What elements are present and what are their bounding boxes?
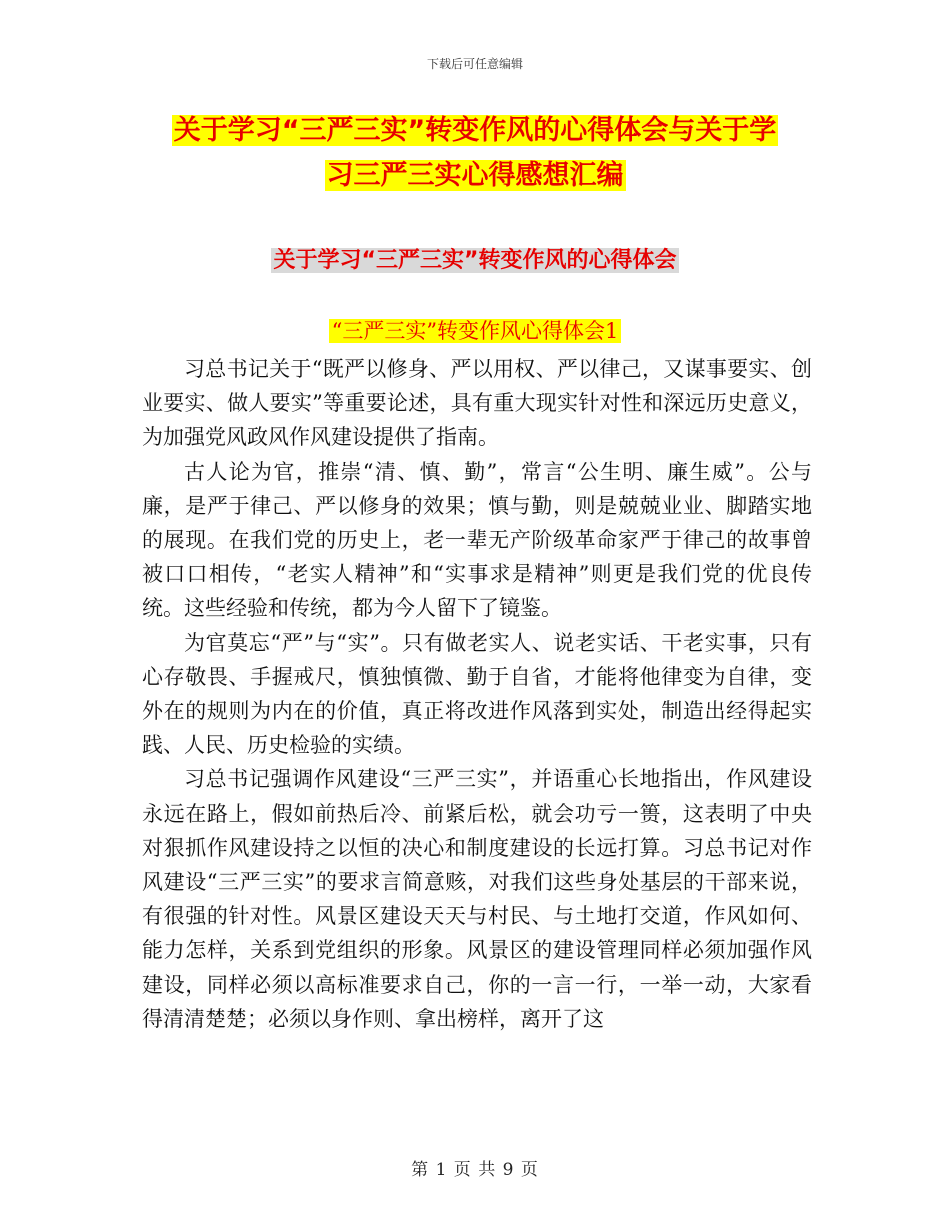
page-header-note: 下载后可任意编辑 [426,57,523,71]
paragraph: 古人论为官，推崇“清、慎、勤”，常言“公生明、廉生威”。公与廉，是严于律己、严以修身的效果；慎与勤，则是兢兢业业、脚踏实地的展现。在我们党的历史上，老一辈无产阶级革命家严于律己的故事曾被口口相传，“老实人精神”和“实事求是精神”则更是我们党的优良传统。这些经验和传统，都为今人留下了镜鉴。 [142,459,812,621]
section-heading [0,316,950,346]
document-title-line-2 [0,158,950,194]
title-highlight-2: 习三严三实心得感想汇编 [326,160,624,191]
title-highlight-1: 关于学习“三严三实”转变作风的心得体会与关于学 [173,115,777,146]
paragraph: 习总书记关于“既严以修身、严以用权、严以律己，又谋事要实、创业要实、做人要实”等重要论述，具有重大现实针对性和深远历史意义，为加强党风政风作风建设提供了指南。 [142,357,812,450]
document-subtitle [0,245,950,277]
body-text [142,352,812,1036]
subtitle-shading: 关于学习“三严三实”转变作风的心得体会 [271,248,680,273]
page-footer-number: 第 1 页 共 9 页 [411,1160,539,1180]
document-title-line-1 [0,113,950,149]
section-heading-highlight: “三严三实”转变作风心得体会1 [329,319,622,343]
paragraph: 习总书记强调作风建设“三严三实”，并语重心长地指出，作风建设永远在路上，假如前热后冷、前紧后松，就会功亏一篑，这表明了中央对狠抓作风建设持之以恒的决心和制度建设的长远打算。习总书记对作风建设“三严三实”的要求言简意赅，对我们这些身处基层的干部来说，有很强的针对性。风景区建设天天与村民、与土地打交道，作风如何、能力怎样，关系到党组织的形象。风景区的建设管理同样必须加强作风建设，同样必须以高标准要求自己，你的一言一行，一举一动，大家看得清清楚楚；必须以身作则、拿出榜样，离开了这 [142,767,812,1031]
paragraph: 为官莫忘“严”与“实”。只有做老实人、说老实话、干老实事，只有心存敬畏、手握戒尺，慎独慎微、勤于自省，才能将他律变为自律，变外在的规则为内在的价值，真正将改进作风落到实处，制造出经得起实践、人民、历史检验的实绩。 [142,630,812,758]
